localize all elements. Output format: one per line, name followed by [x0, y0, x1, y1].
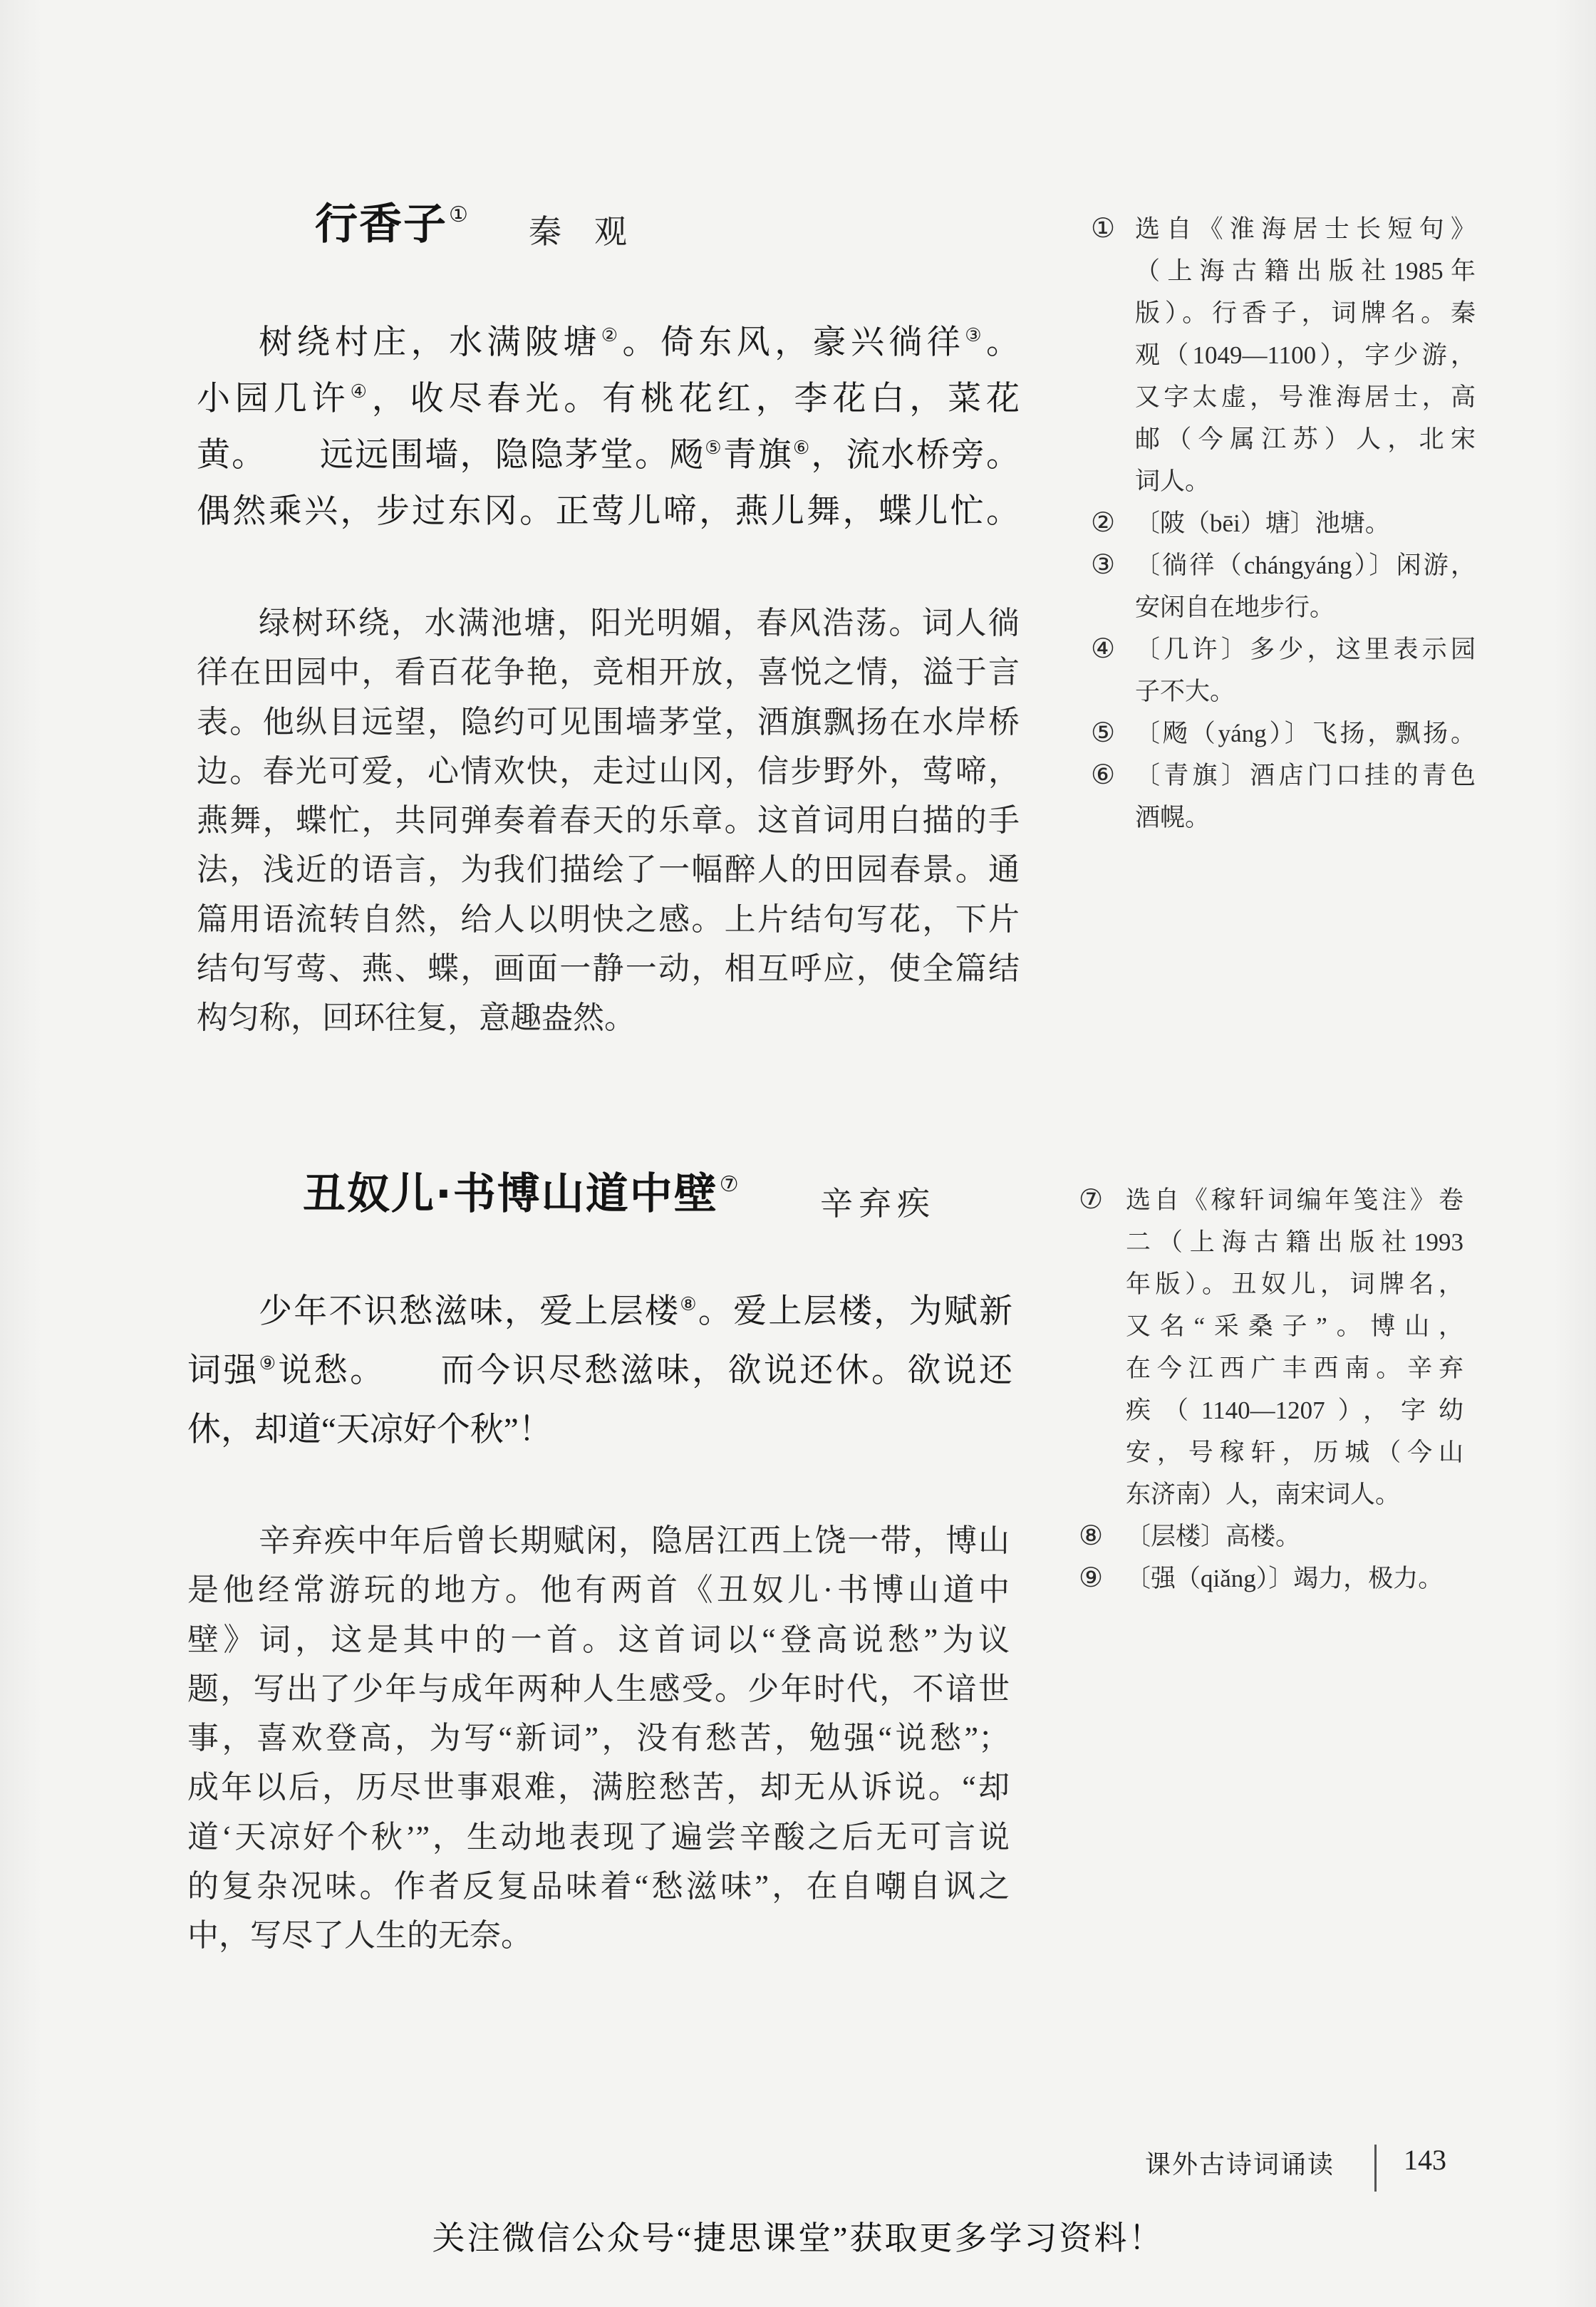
footnote-row	[1091, 292, 1476, 334]
poem-text: 。倚东风，豪兴徜徉	[622, 324, 965, 361]
promo-banner: 关注微信公众号“捷思课堂”获取更多学习资料！	[432, 2220, 1164, 2256]
footnote-text: 在今江西广丰西南。辛弃	[1126, 1354, 1463, 1382]
poem-line	[197, 371, 1020, 427]
footnote-marker: ⑨	[1079, 1563, 1104, 1593]
commentary	[197, 598, 1020, 1043]
poem-line	[197, 427, 1020, 484]
commentary-line: 壁》词，这是其中的一首。这首词以“登高说愁”为议	[187, 1622, 1010, 1657]
commentary-line: 结句写莺、燕、蝶，画面一静一动，相互呼应，使全篇结	[197, 951, 1020, 987]
footnote-ref: ⑧	[680, 1294, 698, 1315]
poem-text: 黄。 远远围墙，隐隐茅堂。飏	[197, 437, 705, 474]
footnote-ref: ⑦	[719, 1172, 740, 1197]
footnote-ref: ④	[350, 381, 372, 402]
footnote-marker: ⑤	[1091, 718, 1116, 748]
footnote-ref: ⑨	[259, 1353, 279, 1374]
footnote-text: 版）。行香子，词牌名。秦	[1135, 299, 1476, 327]
commentary-line: 徉在田园中，看百花争艳，竞相开放，喜悦之情，溢于言	[197, 655, 1020, 690]
commentary-line: 辛弃疾中年后曾长期赋闲，隐居江西上饶一带，博山	[259, 1523, 1010, 1558]
footnote-marker: ②	[1091, 508, 1116, 538]
footnotes	[1091, 208, 1476, 839]
poem-text: 休，却道“天凉好个秋”！	[187, 1411, 552, 1448]
page-footer-section: 课外古诗词诵读	[1145, 2150, 1335, 2179]
footnote-text: 又名“采桑子”。博山，	[1126, 1312, 1463, 1340]
poem-body	[187, 1282, 1012, 1460]
poem-text: 词强	[187, 1352, 259, 1389]
footnote-row	[1079, 1179, 1463, 1221]
footnote-text: （上海古籍出版社1985年	[1135, 257, 1476, 285]
footnote-text: 酒幌。	[1135, 804, 1211, 831]
footnote-text: 年版）。丑奴儿，词牌名，	[1126, 1270, 1463, 1298]
footnote-marker: ④	[1091, 634, 1116, 664]
footnote-row	[1091, 250, 1476, 292]
commentary-line: 边。春光可爱，心情欢快，走过山冈，信步野外，莺啼，	[197, 753, 1020, 789]
footnote-text: 词人。	[1135, 467, 1211, 495]
commentary-line: 燕舞，蝶忙，共同弹奏着春天的乐章。这首词用白描的手	[197, 803, 1020, 839]
footnote-text: 又字太虚，号淮海居士，高	[1135, 383, 1476, 411]
commentary	[187, 1516, 1010, 1961]
footnote-row	[1079, 1305, 1463, 1347]
footnote-row	[1079, 1557, 1463, 1600]
footer-divider	[1374, 2145, 1377, 2192]
footnote-text: 安，号稼轩，历城（今山	[1126, 1438, 1463, 1466]
footnote-marker: ⑥	[1091, 760, 1116, 790]
footnote-row	[1091, 586, 1476, 628]
footnote-row	[1079, 1431, 1463, 1473]
footnote-text: 观（1049—1100），字少游，	[1135, 341, 1476, 369]
footnote-row	[1091, 418, 1476, 460]
footnote-ref: ②	[601, 325, 623, 346]
footnote-text: 〔强（qiǎng）〕竭力，极力。	[1126, 1565, 1444, 1592]
footnote-text: 〔徜徉（chángyáng）〕闲游，	[1135, 551, 1476, 579]
poem-line	[197, 315, 1020, 371]
poem-title-text: 行香子	[315, 199, 447, 249]
footnote-row	[1091, 755, 1476, 797]
poem-text: ，流水桥旁。	[811, 437, 1020, 474]
footnote-text: 选自《淮海居士长短句》	[1135, 215, 1476, 243]
footnote-text: 〔飏（yáng）〕飞扬，飘扬。	[1135, 720, 1476, 747]
footnote-text: 二（上海古籍出版社1993	[1126, 1228, 1463, 1256]
footnote-row	[1079, 1263, 1463, 1305]
commentary-line: 法，浅近的语言，为我们描绘了一幅醉人的田园春景。通	[197, 852, 1020, 888]
poem-title	[303, 1168, 740, 1220]
footnote-text: 〔几许〕多少，这里表示园	[1135, 636, 1476, 663]
commentary-line: 构匀称，回环往复，意趣盎然。	[197, 1000, 636, 1036]
poem-line	[187, 1282, 1012, 1342]
poem-text: 偶然乘兴，步过东冈。正莺儿啼，燕儿舞，蝶儿忙。	[197, 493, 1020, 530]
footnote-text: 〔青旗〕酒店门口挂的青色	[1135, 762, 1476, 789]
footnote-text: 〔层楼〕高楼。	[1126, 1523, 1301, 1550]
commentary-line: 道‘天凉好个秋’”，生动地表现了遍尝辛酸之后无可言说	[187, 1819, 1010, 1855]
poem-text: 少年不识愁滋味，爱上层楼	[259, 1293, 680, 1330]
poem-line	[187, 1401, 1012, 1460]
page-number: 143	[1404, 2144, 1446, 2176]
footnote-row	[1079, 1473, 1463, 1515]
poem-text: 。	[986, 324, 1020, 361]
footnote-marker: ③	[1091, 550, 1116, 580]
footnote-row	[1079, 1221, 1463, 1263]
footnote-row	[1091, 208, 1476, 250]
commentary-line: 的复杂况味。作者反复品味着“愁滋味”，在自嘲自讽之	[187, 1869, 1010, 1904]
footnote-text: 〔陂（bēi）塘〕池塘。	[1135, 509, 1390, 537]
poem-author: 辛弃疾	[820, 1186, 936, 1222]
poem-line	[197, 484, 1020, 540]
footnote-ref: ⑤	[705, 437, 723, 458]
footnote-row	[1091, 502, 1476, 544]
commentary-line: 成年以后，历尽世事艰难，满腔愁苦，却无从诉说。“却	[187, 1770, 1010, 1805]
footnote-marker: ⑦	[1079, 1185, 1104, 1215]
footnote-row	[1091, 797, 1476, 839]
commentary-line: 篇用语流转自然，给人以明快之感。上片结句写花，下片	[197, 901, 1020, 937]
footnote-text: 安闲自在地步行。	[1135, 593, 1335, 621]
poem-text: 。爱上层楼，为赋新	[698, 1293, 1013, 1330]
poem-title	[315, 199, 470, 250]
footnote-text: 选自《稼轩词编年笺注》卷	[1126, 1186, 1463, 1214]
footnote-row	[1079, 1515, 1463, 1557]
footnote-row	[1091, 628, 1476, 670]
commentary-line: 是他经常游玩的地方。他有两首《丑奴儿·书博山道中	[187, 1572, 1010, 1608]
footnote-row	[1091, 376, 1476, 418]
footnote-ref: ①	[449, 202, 470, 227]
poem-text: 小园几许	[197, 380, 351, 418]
poem-text: 树绕村庄，水满陂塘	[259, 324, 601, 361]
footnote-row	[1091, 544, 1476, 586]
poem-text: 青旗	[722, 437, 793, 474]
poem-body	[197, 315, 1020, 540]
commentary-line: 中，写尽了人生的无奈。	[187, 1918, 532, 1954]
footnote-row	[1091, 334, 1476, 376]
footnote-row	[1079, 1389, 1463, 1431]
poem-text: 说愁。 而今识尽愁滋味，欲说还休。欲说还	[278, 1352, 1013, 1389]
commentary-line: 事，喜欢登高，为写“新词”，没有愁苦，勉强“说愁”；	[187, 1721, 1010, 1756]
footnote-text: 疾（1140—1207），字幼	[1126, 1396, 1463, 1424]
poem-author: 秦 观	[529, 214, 627, 250]
footnote-text: 东济南）人，南宋词人。	[1126, 1481, 1401, 1508]
commentary-line: 绿树环绕，水满池塘，阳光明媚，春风浩荡。词人徜	[259, 606, 1020, 641]
footnote-text: 邮（今属江苏）人，北宋	[1135, 425, 1476, 453]
footnote-row	[1091, 712, 1476, 755]
poem-line	[187, 1342, 1012, 1401]
footnote-row	[1091, 460, 1476, 502]
footnote-row	[1079, 1347, 1463, 1389]
footnote-ref: ③	[965, 325, 987, 346]
footnote-ref: ⑥	[792, 437, 812, 458]
poem-text: ，收尽春光。有桃花红，李花白，菜花	[371, 380, 1020, 418]
poem-title-text: 丑奴儿·书博山道中壁	[303, 1169, 718, 1219]
footnotes	[1079, 1179, 1463, 1600]
footnote-marker: ⑧	[1079, 1521, 1104, 1551]
commentary-line: 题，写出了少年与成年两种人生感受。少年时代，不谙世	[187, 1671, 1010, 1706]
footnote-text: 子不大。	[1135, 678, 1235, 705]
footnote-marker: ①	[1091, 214, 1116, 244]
commentary-line: 表。他纵目远望，隐约可见围墙茅堂，酒旗飘扬在水岸桥	[197, 704, 1020, 740]
footnote-row	[1091, 670, 1476, 712]
